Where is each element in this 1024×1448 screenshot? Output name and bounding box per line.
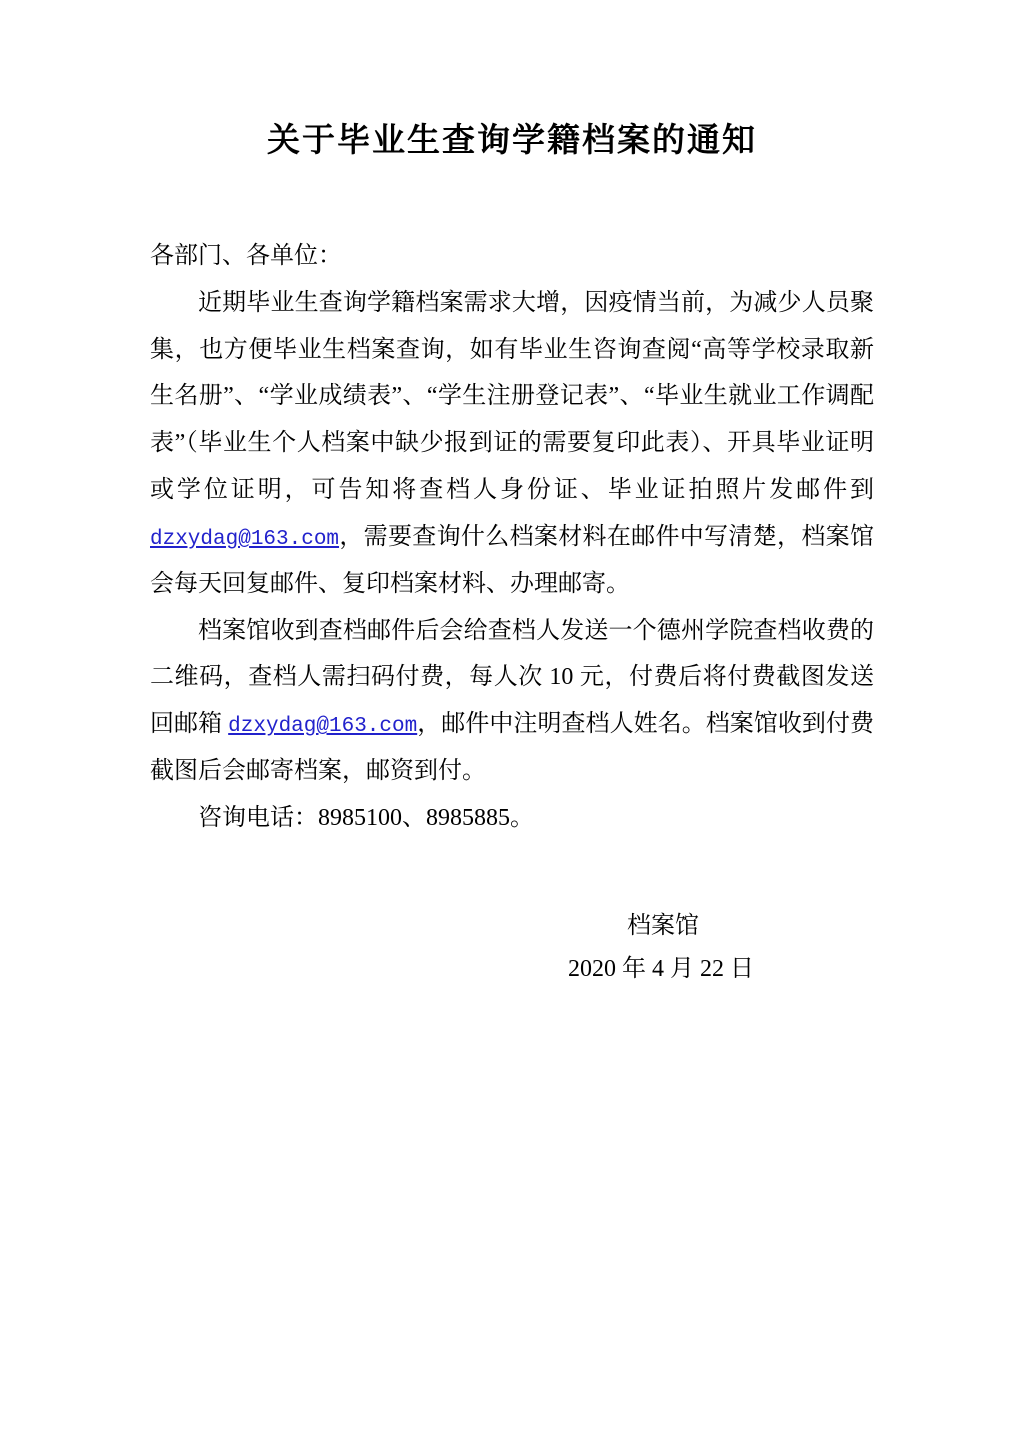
salutation: 各部门、各单位：	[150, 243, 342, 270]
signature-date: 2020 年 4 月 22 日	[568, 955, 754, 982]
email-link-2[interactable]: dzxydag@163.com	[228, 715, 418, 739]
page-title: 关于毕业生查询学籍档案的通知	[267, 123, 757, 159]
signature: 档案馆	[627, 912, 699, 939]
paragraph-1-text-after-email: ，需要查询什么档案材料在邮件中写清楚，档案馆会每天回复邮件、复印档案材料、办理邮寄。	[150, 523, 874, 597]
paragraph-1-text-before-email: 近期毕业生查询学籍档案需求大增，因疫情当前，为减少人员聚集，也方便毕业生档案查询，如有毕业生咨询查阅“高等学校录取新生名册”、“学业成绩表”、“学生注册登记表”、“毕业生就业工作调配表”（毕业生个人档案中缺少报到证的需要复印此表）、开具毕业证明或学位证明，可告知将查档人身份证、毕业证拍照片发邮件到	[150, 289, 874, 503]
paragraph-1	[150, 280, 874, 608]
paragraph-2	[150, 608, 874, 795]
paragraph-3-contact: 咨询电话：8985100、8985885。	[198, 804, 534, 831]
email-link-1[interactable]: dzxydag@163.com	[150, 527, 340, 551]
paragraph-2-text-before-email: 档案馆收到查档邮件后会给查档人发送一个德州学院查档收费的二维码，查档人需扫码付费，每人次 10 元，付费后将付费截图发送回邮箱	[150, 617, 874, 738]
paragraph-2-text-after-email: ，邮件中注明查档人姓名。档案馆收到付费截图后会邮寄档案，邮资到付。	[150, 711, 875, 785]
